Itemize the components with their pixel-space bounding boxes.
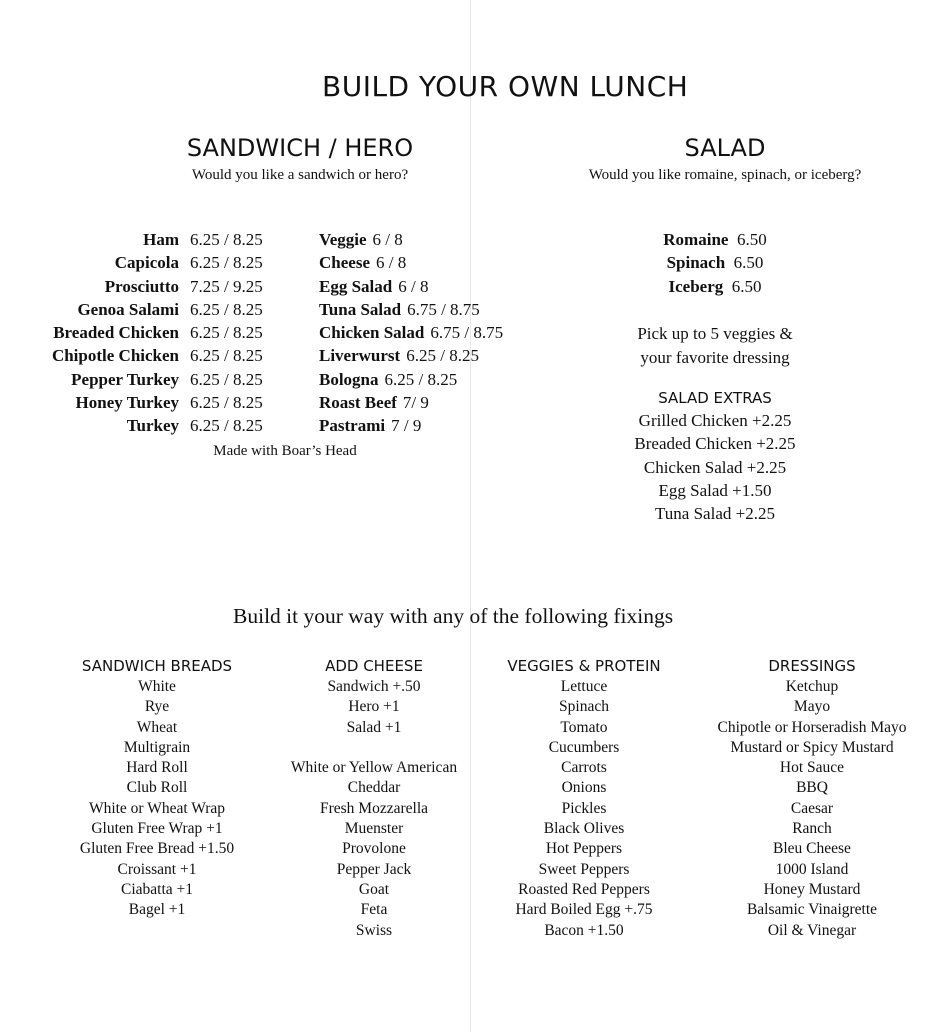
fixings-column-heading: SANDWICH BREADS — [81, 657, 233, 675]
fixing-item: White or Wheat Wrap — [88, 799, 226, 817]
fixing-item: Club Roll — [126, 779, 188, 797]
breads-column — [57, 656, 257, 921]
fixing-item: Carrots — [561, 759, 607, 777]
salad-note — [590, 322, 840, 369]
salad-item-price: 6.50 — [731, 276, 762, 296]
menu-item-name: Chicken Salad — [319, 323, 425, 343]
fixing-item: Hard Boiled Egg +.75 — [515, 901, 653, 919]
fixing-item: Sandwich +.50 — [327, 678, 421, 695]
fixing-item: Hero +1 — [348, 698, 400, 716]
fixing-item: Hard Roll — [126, 759, 188, 777]
menu-item — [319, 368, 559, 391]
salad-item-name: Iceberg — [668, 276, 724, 296]
menu-item-price: 6.25 / 8.25 — [190, 323, 263, 343]
salad-note-line: Pick up to 5 veggies & — [637, 324, 793, 343]
menu-item-price: 6 / 8 — [398, 276, 429, 296]
salad-item-name: Spinach — [666, 253, 726, 273]
menu-item — [0, 298, 290, 321]
menu-item-name: Bologna — [319, 369, 379, 389]
menu-item-name: Capicola — [114, 253, 179, 273]
menu-item — [319, 414, 559, 437]
fixing-item: Caesar — [790, 799, 834, 817]
fixing-item: 1000 Island — [775, 860, 849, 878]
menu-item-price: 6 / 8 — [372, 230, 403, 249]
menu-item-name: Pastrami — [319, 416, 386, 436]
menu-item-price: 6.25 / 8.25 — [190, 299, 263, 319]
fixing-item: Chipotle or Horseradish Mayo — [717, 718, 907, 736]
menu-item-name: Cheese — [319, 253, 370, 273]
fixing-item: Rye — [144, 698, 170, 716]
fixing-item — [270, 738, 478, 758]
menu-item-name: Roast Beef — [319, 393, 397, 413]
fixing-item: Cucumbers — [548, 738, 620, 756]
fixing-item: Pickles — [561, 799, 607, 817]
fixing-item: Muenster — [344, 820, 404, 838]
fixing-item: Bleu Cheese — [773, 840, 851, 858]
fixings-title: Build it your way with any of the following fixings — [233, 604, 674, 628]
menu-item-name: Prosciutto — [104, 276, 179, 296]
fixing-item: Tomato — [560, 718, 608, 736]
sandwich-heading: SANDWICH / HERO — [186, 134, 414, 162]
fixing-item: Ranch — [792, 820, 832, 838]
fixing-item: Bagel +1 — [128, 901, 186, 919]
fixings-column-heading: DRESSINGS — [768, 657, 856, 675]
fixing-item: White or Yellow American — [290, 759, 458, 777]
fixing-item: Croissant +1 — [117, 860, 197, 878]
menu-item — [0, 344, 290, 367]
menu-item — [319, 344, 559, 367]
menu-item-price: 6.25 / 8.25 — [384, 369, 458, 389]
salad-item-price: 6.50 — [733, 253, 764, 273]
fixing-item: Gluten Free Wrap +1 — [91, 820, 223, 838]
menu-item — [0, 391, 290, 414]
salad-note-line: your favorite dressing — [640, 347, 790, 367]
menu-item-name: Ham — [143, 230, 179, 249]
fixing-item: Cheddar — [347, 779, 401, 797]
fixing-item: Hot Sauce — [779, 759, 845, 777]
menu-item — [0, 414, 290, 437]
menu-item-name: Genoa Salami — [77, 299, 179, 319]
menu-item-name: Breaded Chicken — [53, 323, 179, 343]
fixing-item: Balsamic Vinaigrette — [746, 901, 878, 919]
fixing-item: White — [138, 678, 176, 695]
fixing-item: Lettuce — [560, 678, 608, 695]
fixing-item: Goat — [358, 880, 390, 898]
fixing-item: BBQ — [796, 779, 828, 797]
fixing-item: Ketchup — [785, 678, 839, 695]
menu-item-price: 6.25 / 8.25 — [190, 230, 263, 249]
menu-item-price: 7.25 / 9.25 — [190, 276, 263, 296]
menu-item-price: 6.25 / 8.25 — [406, 346, 479, 366]
fixing-item: Roasted Red Peppers — [518, 880, 650, 898]
menu-item-price: 6.25 / 8.25 — [190, 369, 263, 389]
menu-item — [0, 228, 290, 251]
menu-item-price: 6.25 / 8.25 — [190, 393, 263, 413]
menu-item-price: 6.25 / 8.25 — [190, 253, 263, 273]
menu-item — [319, 275, 559, 298]
salad-item — [600, 275, 830, 298]
fixing-item: Multigrain — [123, 738, 191, 756]
fixing-item: Gluten Free Bread +1.50 — [79, 840, 235, 858]
salad-extra-item: Chicken Salad +2.25 — [643, 457, 787, 477]
menu-item — [0, 368, 290, 391]
menu-item-name: Pepper Turkey — [71, 369, 179, 389]
sandwich-list-left — [0, 228, 290, 438]
menu-item-price: 6.75 / 8.75 — [430, 323, 504, 343]
menu-item-name: Honey Turkey — [75, 393, 179, 413]
salad-extra-item: Breaded Chicken +2.25 — [634, 434, 796, 454]
menu-item-price: 6.25 / 8.25 — [190, 416, 263, 436]
fixing-item: Hot Peppers — [545, 840, 623, 858]
salad-item — [600, 251, 830, 274]
salad-extras-list — [590, 409, 840, 525]
fixing-item: Spinach — [559, 698, 609, 716]
menu-item — [0, 321, 290, 344]
fixing-item: Onions — [561, 779, 607, 797]
cheese-column — [270, 656, 478, 941]
salad-extras-heading: SALAD EXTRAS — [658, 389, 772, 407]
menu-item-price: 6.25 / 8.25 — [190, 346, 263, 366]
menu-item — [319, 391, 559, 414]
veggies-protein-column — [494, 656, 674, 941]
fixing-item: Provolone — [342, 840, 406, 858]
menu-item — [319, 251, 559, 274]
menu-item-price: 6 / 8 — [375, 253, 407, 273]
sandwich-list-right — [319, 228, 559, 438]
menu-item-name: Tuna Salad — [319, 299, 402, 319]
menu-item-price: 6.75 / 8.75 — [407, 299, 480, 319]
menu-item-name: Veggie — [319, 230, 367, 249]
fixings-column-heading: ADD CHEESE — [325, 657, 423, 675]
salad-list — [600, 228, 830, 298]
fixing-item: Black Olives — [543, 820, 625, 838]
salad-item — [600, 228, 830, 251]
fixing-item: Ciabatta +1 — [120, 880, 193, 898]
fixing-item: Salad +1 — [346, 718, 402, 736]
menu-item-price: 7 / 9 — [391, 416, 422, 436]
salad-item-price: 6.50 — [736, 230, 767, 249]
menu-item-price: 7/ 9 — [402, 393, 429, 413]
salad-extra-item: Grilled Chicken +2.25 — [638, 411, 792, 430]
fixing-item: Wheat — [136, 718, 178, 736]
fixing-item: Sweet Peppers — [538, 860, 630, 878]
fixing-item: Mayo — [793, 698, 831, 716]
menu-item-name: Chipotle Chicken — [51, 346, 179, 366]
menu-item-name: Turkey — [126, 416, 179, 436]
fixing-item: Feta — [360, 901, 388, 919]
sandwich-subtitle: Would you like a sandwich or hero? — [191, 167, 409, 183]
fixing-item: Swiss — [355, 921, 393, 939]
menu-item — [319, 321, 559, 344]
menu-item-name: Liverwurst — [319, 346, 401, 366]
menu-item-name: Egg Salad — [319, 276, 393, 296]
fixing-item: Mustard or Spicy Mustard — [730, 738, 894, 756]
menu-item — [0, 251, 290, 274]
menu-title: BUILD YOUR OWN LUNCH — [322, 70, 689, 103]
dressings-column — [698, 656, 926, 941]
menu-item — [319, 298, 559, 321]
salad-subtitle: Would you like romaine, spinach, or iceberg? — [588, 167, 862, 183]
fixing-item: Honey Mustard — [763, 880, 861, 898]
fixing-item: Pepper Jack — [336, 860, 412, 878]
salad-heading: SALAD — [684, 134, 766, 162]
salad-extra-item: Tuna Salad +2.25 — [655, 504, 775, 524]
fixing-item: Fresh Mozzarella — [319, 799, 429, 817]
fixing-item: Oil & Vinegar — [767, 921, 857, 939]
menu-item — [319, 228, 559, 251]
boars-head-note: Made with Boar’s Head — [213, 443, 357, 459]
salad-item-name: Romaine — [663, 230, 729, 249]
fixing-item: Bacon +1.50 — [544, 921, 624, 939]
fixings-column-heading: VEGGIES & PROTEIN — [507, 657, 661, 675]
salad-extra-item: Egg Salad +1.50 — [658, 480, 772, 500]
menu-item — [0, 275, 290, 298]
